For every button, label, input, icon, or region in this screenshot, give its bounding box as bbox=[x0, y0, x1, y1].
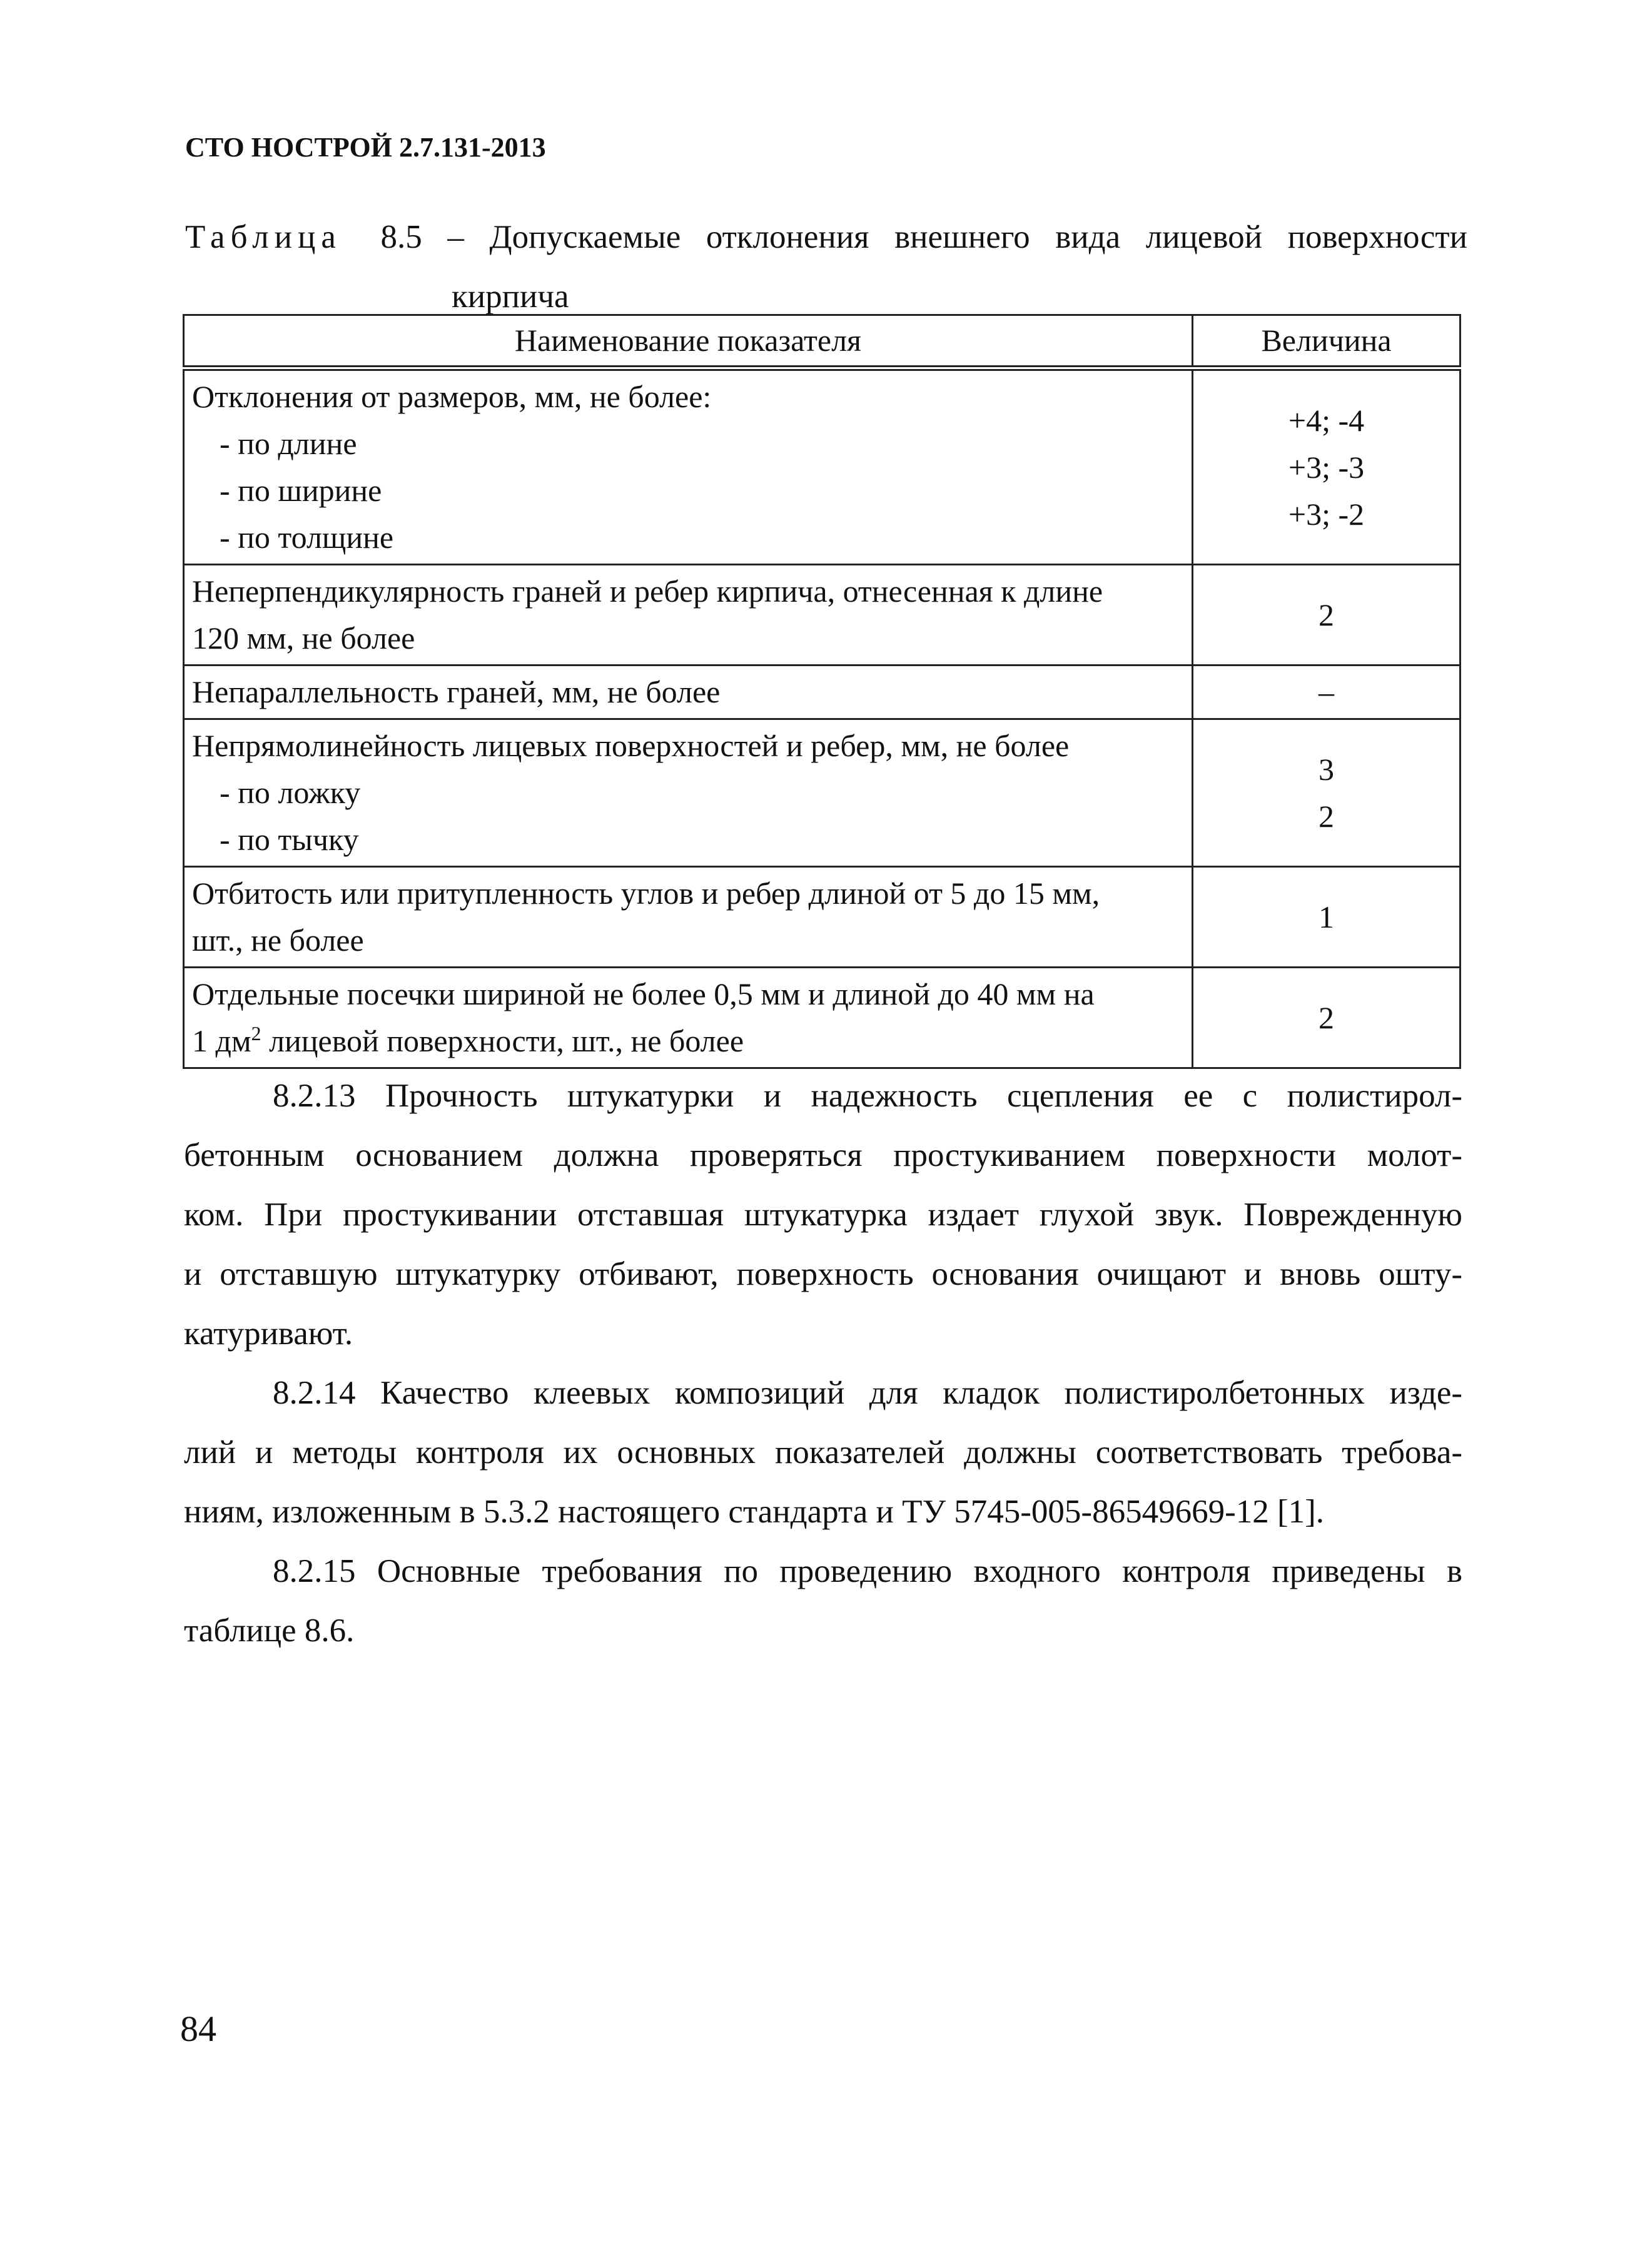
indicator-name-cell bbox=[184, 719, 1193, 867]
paragraph-8-2-15 bbox=[184, 1542, 1462, 1661]
caption-word: лицевой bbox=[1145, 219, 1262, 255]
caption-prefix: Таблица bbox=[185, 219, 342, 255]
indicator-line bbox=[192, 1018, 1184, 1065]
caption-word: – bbox=[447, 219, 464, 255]
indicator-text: лицевой поверхности, шт., не более bbox=[261, 1023, 744, 1058]
value-cell bbox=[1193, 368, 1460, 565]
value-line: 2 bbox=[1319, 798, 1334, 834]
caption-word: отклонения bbox=[706, 219, 869, 255]
caption-line-1 bbox=[185, 208, 1467, 267]
caption-word: внешнего bbox=[894, 219, 1030, 255]
column-header-value: Величина bbox=[1193, 315, 1460, 368]
indicator-line: шт., не более bbox=[192, 923, 364, 958]
indicator-subline: - по ложку bbox=[220, 775, 361, 810]
value-line: +4; -4 bbox=[1288, 402, 1365, 438]
caption-word: 8.5 bbox=[380, 219, 422, 255]
paragraph-line: 8.2.15 Основные требования по проведению входного контроля приведены в bbox=[273, 1553, 1462, 1589]
paragraph-8-2-14 bbox=[184, 1364, 1462, 1542]
column-header-name: Наименование показателя bbox=[184, 315, 1193, 368]
indicator-subline: - по тычку bbox=[220, 822, 359, 857]
value-cell: 2 bbox=[1193, 565, 1460, 666]
indicator-name-cell bbox=[184, 368, 1193, 565]
paragraph-line: 8.2.13 Прочность штукатурки и надежность сцепления ее с полистирол- bbox=[273, 1078, 1462, 1114]
table-row bbox=[184, 719, 1460, 867]
paragraph-8-2-13 bbox=[184, 1066, 1462, 1364]
indicator-name-cell bbox=[184, 968, 1193, 1068]
value-line: +3; -2 bbox=[1288, 496, 1365, 532]
value-cell: 1 bbox=[1193, 867, 1460, 968]
page-number: 84 bbox=[180, 2008, 216, 2049]
table-row bbox=[184, 368, 1460, 565]
paragraph-line: и отставшую штукатурку отбивают, поверхность основания очищают и вновь ошту- bbox=[184, 1256, 1462, 1292]
table-header-row bbox=[184, 315, 1460, 368]
indicator-name-cell bbox=[184, 666, 1193, 719]
indicator-line: Непараллельность граней, мм, не более bbox=[192, 674, 721, 709]
unit-text: 1 дм bbox=[192, 1023, 251, 1058]
value-cell bbox=[1193, 719, 1460, 867]
value-line: +3; -3 bbox=[1288, 449, 1365, 485]
caption-word: Допускаемые bbox=[489, 219, 681, 255]
table-row bbox=[184, 968, 1460, 1068]
deviations-table bbox=[183, 314, 1461, 1069]
table-row bbox=[184, 666, 1460, 719]
document-header: СТО НОСТРОЙ 2.7.131-2013 bbox=[185, 132, 546, 163]
indicator-subline: - по ширине bbox=[220, 473, 382, 508]
paragraph-line: лий и методы контроля их основных показателей должны соответствовать требова- bbox=[184, 1434, 1462, 1471]
caption-word: вида bbox=[1055, 219, 1121, 255]
indicator-line: Отклонения от размеров, мм, не более: bbox=[192, 379, 712, 414]
indicator-name-cell bbox=[184, 867, 1193, 968]
indicator-line: Неперпендикулярность граней и ребер кирпича, отнесенная к длине bbox=[192, 574, 1103, 609]
value-cell: 2 bbox=[1193, 968, 1460, 1068]
indicator-name-cell bbox=[184, 565, 1193, 666]
table-row bbox=[184, 565, 1460, 666]
caption-word: поверхности bbox=[1287, 219, 1467, 255]
paragraph-line: таблице 8.6. bbox=[184, 1612, 355, 1649]
indicator-line: Отбитость или притупленность углов и ребер длиной от 5 до 15 мм, bbox=[192, 876, 1100, 911]
indicator-subline: - по длине bbox=[220, 426, 357, 461]
superscript: 2 bbox=[251, 1022, 261, 1045]
value-line: 3 bbox=[1319, 751, 1334, 787]
paragraph-line: ком. При простукивании отставшая штукатурка издает глухой звук. Поврежденную bbox=[184, 1197, 1462, 1233]
indicator-line: Непрямолинейность лицевых поверхностей и ребер, мм, не более bbox=[192, 728, 1070, 763]
paragraph-line: 8.2.14 Качество клеевых композиций для кладок полистиролбетонных изде- bbox=[273, 1375, 1462, 1411]
indicator-subline: - по толщине bbox=[220, 520, 394, 555]
value-cell: – bbox=[1193, 666, 1460, 719]
paragraph-line: бетонным основанием должна проверяться простукиванием поверхности молот- bbox=[184, 1137, 1462, 1173]
paragraph-line: ниям, изложенным в 5.3.2 настоящего стандарта и ТУ 5745-005-86549669-12 [1]. bbox=[184, 1494, 1325, 1530]
table-row bbox=[184, 867, 1460, 968]
paragraph-line: катуривают. bbox=[184, 1315, 353, 1352]
caption-line-2: кирпича bbox=[452, 278, 569, 315]
table-caption bbox=[185, 208, 1467, 327]
indicator-line: Отдельные посечки шириной не более 0,5 мм и длиной до 40 мм на bbox=[192, 976, 1095, 1011]
indicator-line: 120 мм, не более bbox=[192, 620, 415, 656]
